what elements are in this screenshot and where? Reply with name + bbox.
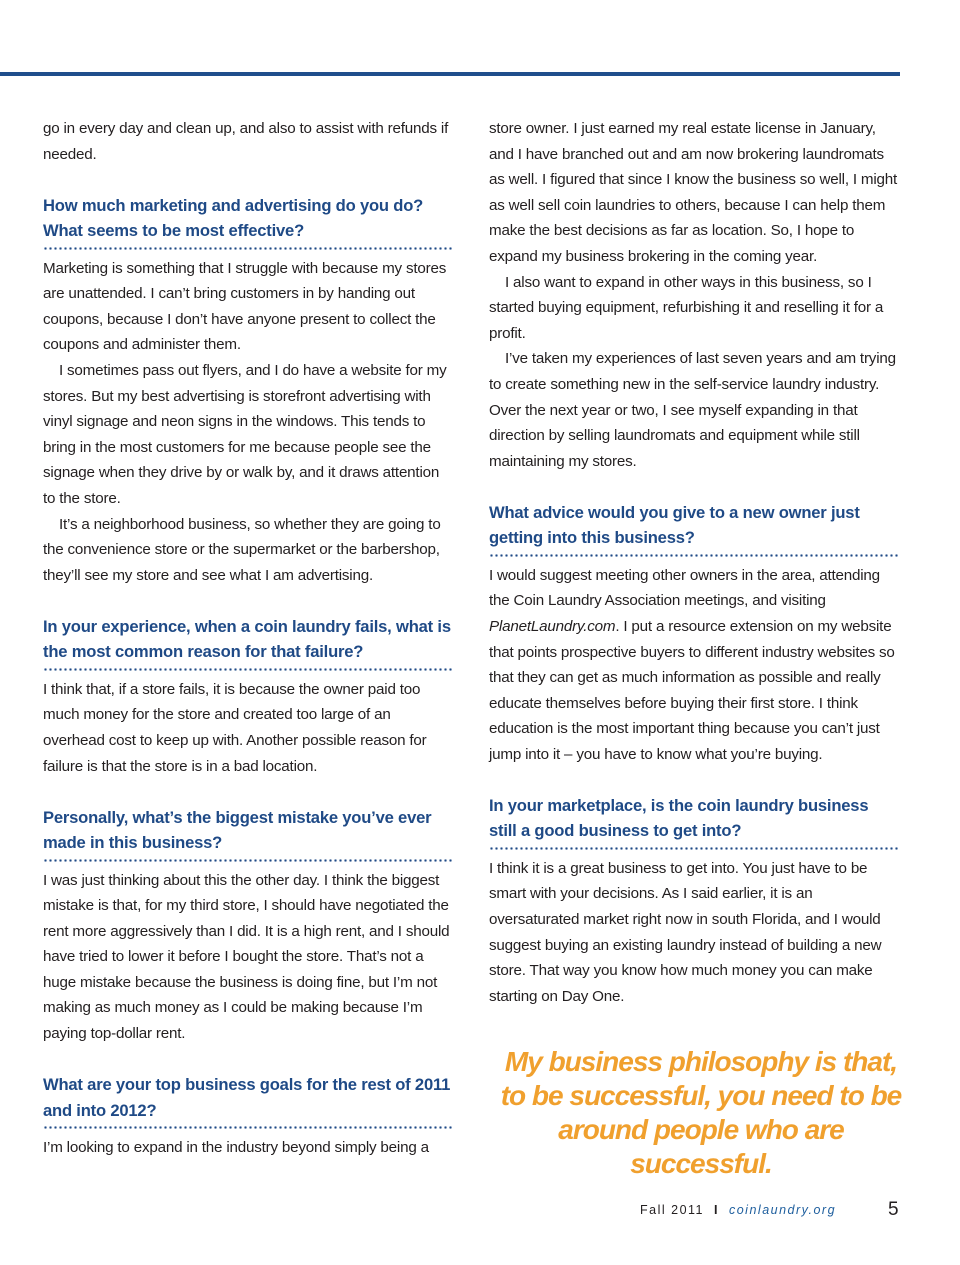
answer-paragraph: store owner. I just earned my real estate license in January, and I have branched out and am now brokering laundromats as well. I figured that since I know the business so well, I might as well sell coin laundries to others, because I can help them make the best decisions as far as location. So, I hope to expand my business brokering in the coming year. (489, 120, 898, 265)
question-failure (43, 614, 453, 779)
answer-paragraph (489, 563, 899, 768)
answer-text-after: . I put a resource extension on my website that points prospective buyers to different industry websites so that they can get as much information as possible and really educate themselves before buying their first store. I think education is the most important thing because you can’t just jump into it – you have to know what you’re buying. (489, 617, 895, 763)
question-mistake (43, 805, 453, 1047)
answer-paragraph: I was just thinking about this the other day. I think the biggest mistake is that, for my third store, I should have negotiated the rent more aggressively than I did. It is a high rent, and I should have tried to lower it before I bought the store. That’s not a huge mistake because the business is doing fine, but I’m not making as much money as I could be making because I’m paying top-dollar rent. (43, 871, 450, 1043)
page-footer (640, 1203, 836, 1217)
header-rule (0, 72, 900, 76)
question-heading: In your marketplace, is the coin laundry business still a good business to get into? (489, 796, 869, 841)
answer-paragraph: I’m looking to expand in the industry beyond simply being a (43, 1139, 429, 1157)
right-column (489, 116, 899, 1009)
pull-quote: My business philosophy is that, to be successful, you need to be around people who are successful. (500, 1046, 902, 1179)
left-column (43, 116, 453, 1161)
question-heading: What are your top business goals for the rest of 2011 and into 2012? (43, 1075, 451, 1120)
website-reference: PlanetLaundry.com (489, 617, 616, 635)
answer-paragraph: Marketing is something that I struggle with because my stores are unattended. I can’t bring customers in by handing out coupons, because I don’t have anyone present to collect the coupons and administer them. (43, 259, 447, 354)
question-advice (489, 500, 899, 768)
intro-text: go in every day and clean up, and also to assist with refunds if needed. (43, 120, 449, 163)
question-heading: What advice would you give to a new owner just getting into this business? (489, 502, 860, 548)
question-heading: In your experience, when a coin laundry fails, what is the most common reason for that failure? (43, 616, 451, 662)
dotted-divider (489, 847, 899, 850)
question-heading: How much marketing and advertising do you do? What seems to be most effective? (43, 195, 424, 241)
question-marketing (43, 193, 453, 589)
page-number: 5 (888, 1199, 899, 1220)
answer-text-before: I would suggest meeting other owners in the area, attending the Coin Laundry Association meetings, and visiting (489, 566, 880, 610)
dotted-divider (43, 668, 453, 671)
question-marketplace (489, 793, 899, 1009)
dotted-divider (43, 247, 453, 250)
answer-paragraph: I also want to expand in other ways in this business, so I started buying equipment, refurbishing it and reselling it for a profit. (489, 273, 884, 342)
answer-paragraph: I think it is a great business to get into. You just have to be smart with your decisions. As I said earlier, it is an oversaturated market right now in south Florida, and I would suggest buying an existing laundry instead of building a new store. That way you know how much money you can make starting on Day One. (489, 859, 882, 1005)
answer-paragraph: I think that, if a store fails, it is because the owner paid too much money for the store and created too large of an overhead cost to keep up with. Another possible reason for failure is that the store is in a bad location. (43, 680, 427, 775)
answer-paragraph: It’s a neighborhood business, so whether they are going to the convenience store or the supermarket or the barbershop, they’ll see my store and see what I am advertising. (43, 515, 441, 584)
dotted-divider (43, 1126, 453, 1129)
answer-paragraph: I’ve taken my experiences of last seven years and am trying to create something new in the self-service laundry industry. Over the next year or two, I see myself expanding in that direction by selling laundromats and equipment while still maintaining my stores. (489, 350, 896, 470)
question-goals (43, 1072, 453, 1160)
dotted-divider (489, 554, 899, 557)
footer-separator: I (714, 1203, 719, 1217)
dotted-divider (43, 859, 453, 862)
issue-label: Fall 2011 (640, 1203, 704, 1217)
website-link[interactable]: coinlaundry.org (728, 1203, 837, 1217)
question-heading: Personally, what’s the biggest mistake you’ve ever made in this business? (43, 807, 432, 853)
answer-paragraph: I sometimes pass out flyers, and I do have a website for my stores. But my best advertising is storefront advertising with vinyl signage and neon signs in the windows. This tends to bring in the most customers for me because people see the signage when they drive by or walk by, and it draws attention to the store. (43, 361, 447, 507)
